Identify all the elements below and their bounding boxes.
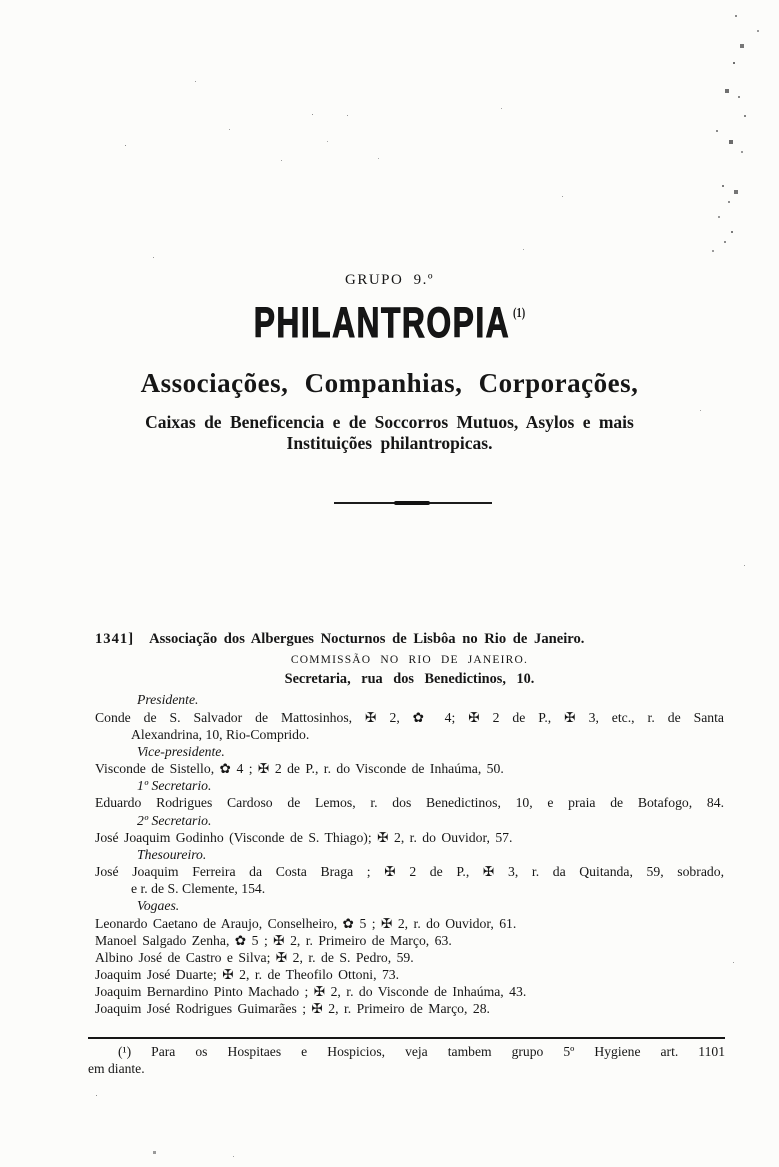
footnote-line1: (¹) Para os Hospitaes e Hospicios, veja tambem grupo 5º Hygiene art. 1101 bbox=[118, 1044, 725, 1059]
footnote-line2: em diante. bbox=[88, 1060, 145, 1076]
entry-heading bbox=[95, 631, 724, 648]
scan-noise-scatter bbox=[0, 0, 1, 1]
role-label-vogaes: Vogaes. bbox=[137, 898, 180, 914]
role-label-1-secretario: 1º Secretario. bbox=[137, 778, 212, 794]
member-line: Visconde de Sistello, ✿ 4 ; ✠ 2 de P., r. do Visconde de Inhaúma, 50. bbox=[95, 761, 504, 777]
commission-caption: COMMISSÃO NO RIO DE JANEIRO. bbox=[290, 654, 529, 667]
role-label-vice-presidente: Vice-presidente. bbox=[137, 743, 225, 759]
member-line: Joaquim Bernardino Pinto Machado ; ✠ 2, r. do Visconde de Inhaúma, 43. bbox=[95, 984, 527, 1000]
member-line: Eduardo Rodrigues Cardoso de Lemos, r. dos Benedictinos, 10, e praia de Botafogo, 84. bbox=[95, 795, 724, 811]
role-label-presidente: Presidente. bbox=[137, 692, 199, 708]
member-line-continuation: Alexandrina, 10, Rio-Comprido. bbox=[131, 726, 310, 742]
page-tagline-line2: Instituições philantropicas. bbox=[286, 433, 493, 453]
role-label-2-secretario: 2º Secretario. bbox=[137, 812, 212, 828]
member-line: Manoel Salgado Zenha, ✿ 5 ; ✠ 2, r. Primeiro de Março, 63. bbox=[95, 932, 452, 948]
secretariat-address: Secretaria, rua dos Benedictinos, 10. bbox=[284, 671, 535, 688]
member-line: Joaquim José Rodrigues Guimarães ; ✠ 2, r. Primeiro de Março, 28. bbox=[95, 1001, 490, 1017]
entry-title: Associação dos Albergues Nocturnos de Lisbôa no Rio de Janeiro. bbox=[149, 631, 585, 647]
page-subtitle: Associações, Companhias, Corporações, bbox=[140, 368, 639, 398]
member-line: Leonardo Caetano de Araujo, Conselheiro, ✿ 5 ; ✠ 2, r. do Ouvidor, 61. bbox=[95, 915, 517, 931]
page-footnote bbox=[88, 1037, 725, 1077]
role-label-thesoureiro: Thesoureiro. bbox=[137, 846, 207, 862]
section-divider-rule bbox=[334, 502, 492, 504]
group-label: GRUPO 9.º bbox=[345, 272, 434, 288]
member-line: Conde de S. Salvador de Mattosinhos, ✠ 2, ✿ 4; ✠ 2 de P., ✠ 3, etc., r. de Santa bbox=[95, 709, 724, 725]
page-title: PHILANTROPIA bbox=[253, 299, 511, 347]
page-title-footnote-ref: (1) bbox=[513, 306, 526, 321]
entry-number: 1341] bbox=[95, 631, 135, 647]
page-title-row bbox=[0, 299, 779, 347]
page-tagline-line1: Caixas de Beneficencia e de Soccorros Mutuos, Asylos e mais bbox=[145, 412, 634, 432]
page-tagline bbox=[40, 412, 739, 454]
directory-entry-1341 bbox=[95, 631, 724, 1017]
member-line: Albino José de Castro e Silva; ✠ 2, r. de S. Pedro, 59. bbox=[95, 949, 414, 965]
member-line: Joaquim José Duarte; ✠ 2, r. de Theofilo Ottoni, 73. bbox=[95, 966, 400, 982]
member-line: José Joaquim Ferreira da Costa Braga ; ✠ 2 de P., ✠ 3, r. da Quitanda, 59, sobrado, bbox=[95, 864, 724, 880]
member-line: José Joaquim Godinho (Visconde de S. Thiago); ✠ 2, r. do Ouvidor, 57. bbox=[95, 829, 513, 845]
member-line-continuation: e r. de S. Clemente, 154. bbox=[131, 881, 266, 897]
